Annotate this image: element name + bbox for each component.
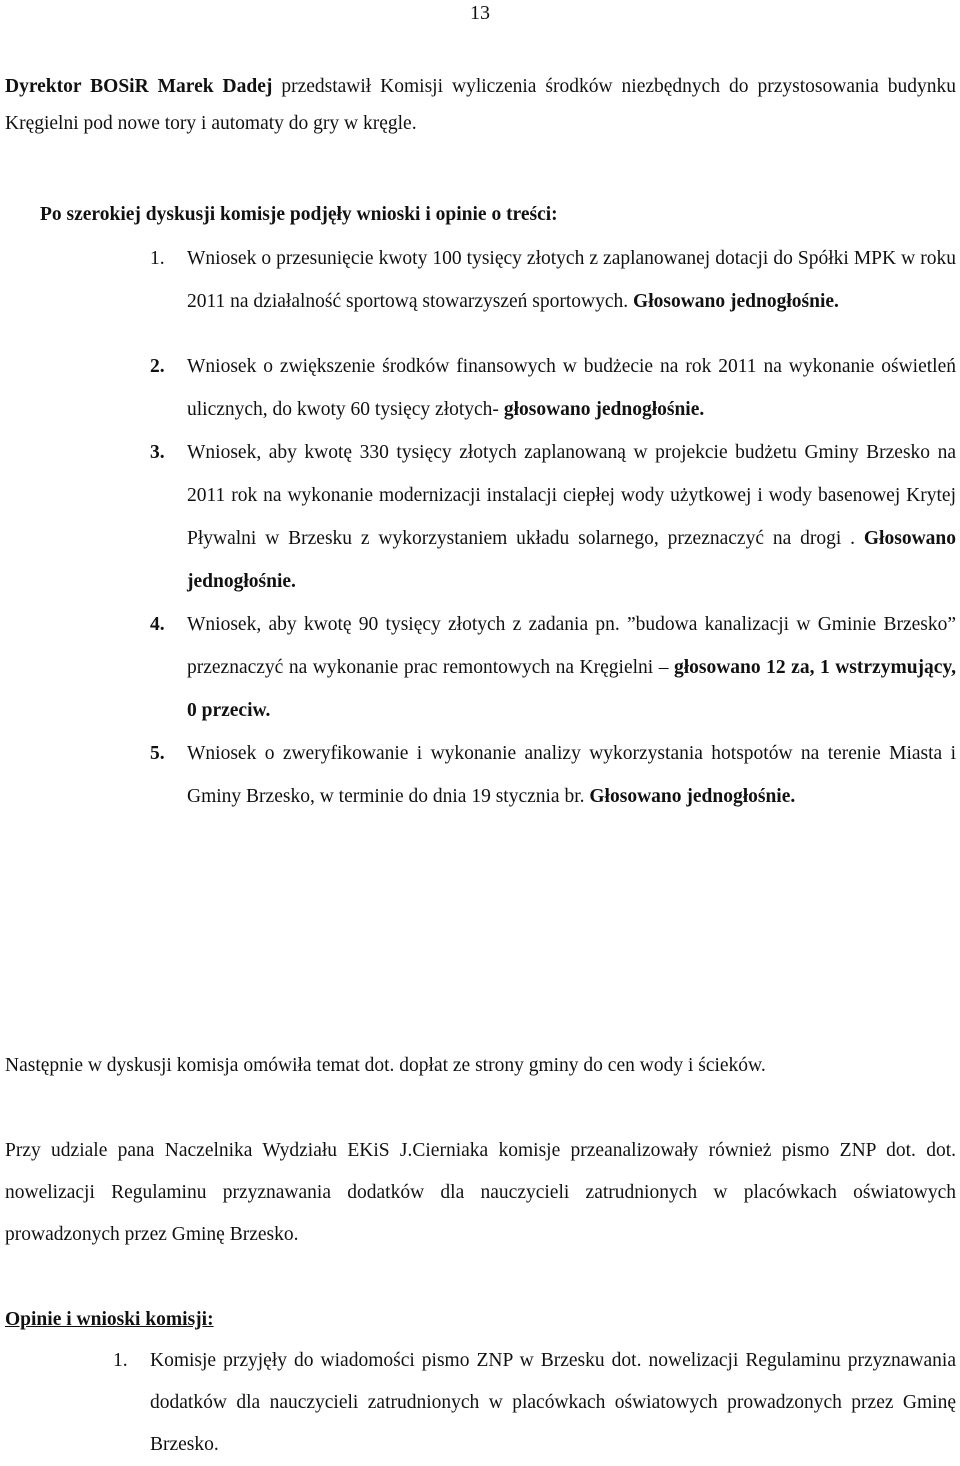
opinions-list [0,1340,956,1466]
motion-item [0,732,956,818]
motion-result: Głosowano jednogłośnie. [589,786,796,807]
motion-item [0,237,956,323]
motion-text: Wniosek o zwiększenie środków finansowych w budżecie na rok 2011 na wykonanie oświetleń ulicznych, do kwoty 60 tysięcy złotych- [187,356,956,420]
motion-result: głosowano 12 za, 1 wstrzymujący, 0 przeciw. [187,657,956,721]
motion-text: Wniosek o zweryfikowanie i wykonanie analizy wykorzystania hotspotów na terenie Miasta i Gminy Brzesko, w terminie do dnia 19 stycznia br. [187,743,956,807]
page-number: 13 [470,2,490,24]
discussion-paragraph: Następnie w dyskusji komisja omówiła temat dot. dopłat ze strony gminy do cen wody i ścieków. [5,1055,766,1076]
ekis-paragraph: Przy udziale pana Naczelnika Wydziału EKiS J.Cierniaka komisje przeanalizowały również pismo ZNP dot. dot. nowelizacji Regulaminu przyznawania dodatków dla nauczycieli zatrudnionych w placówkach oświatowych prowadzonych przez Gminę Brzesko. [5,1140,956,1245]
motion-number: 5. [150,743,165,764]
motion-number: 1. [150,248,165,269]
opinion-text: Komisje przyjęły do wiadomości pismo ZNP w Brzesku dot. nowelizacji Regulaminu przyznawania dodatków dla nauczycieli zatrudnionych w placówkach oświatowych prowadzonych przez Gminę Brzesko. [150,1350,956,1455]
opinions-heading: Opinie i wnioski komisji: [5,1309,214,1330]
motion-item [0,431,956,603]
opinion-number: 1. [113,1350,128,1371]
motion-item [0,603,956,732]
intro-text: przedstawił Komisji wyliczenia środków niezbędnych do przystosowania budynku Kręgielni pod nowe tory i automaty do gry w kręgle. [5,76,957,134]
opinion-item [0,1340,956,1466]
motion-text: Wniosek, aby kwotę 330 tysięcy złotych zaplanowaną w projekcie budżetu Gminy Brzesko na 2011 rok na wykonanie modernizacji instalacji ciepłej wody użytkowej i wody basenowej Krytej Pływalni w Brzesku z wykorzystaniem układu solarnego, przeznaczyć na drogi . [187,442,956,549]
motion-number: 2. [150,356,165,377]
motion-result: Głosowano jednogłośnie. [633,291,839,312]
conclusions-heading: Po szerokiej dyskusji komisje podjęły wnioski i opinie o treści: [40,204,558,225]
speaker-name: Dyrektor BOSiR Marek Dadej [5,76,273,97]
intro-paragraph [5,68,956,142]
motion-result: Głosowano jednogłośnie. [187,528,956,592]
motion-text: Wniosek o przesunięcie kwoty 100 tysięcy złotych z zaplanowanej dotacji do Spółki MPK w roku 2011 na działalność sportową stowarzyszeń sportowych. [187,248,956,312]
motion-text: Wniosek, aby kwotę 90 tysięcy złotych z zadania pn. ”budowa kanalizacji w Gminie Brzesko” przeznaczyć na wykonanie prac remontowych na Kręgielni – [187,614,956,678]
motion-result: głosowano jednogłośnie. [503,399,705,420]
motion-number: 4. [150,614,165,635]
motion-item [0,345,956,431]
motion-number: 3. [150,442,165,463]
motions-list [0,237,956,818]
